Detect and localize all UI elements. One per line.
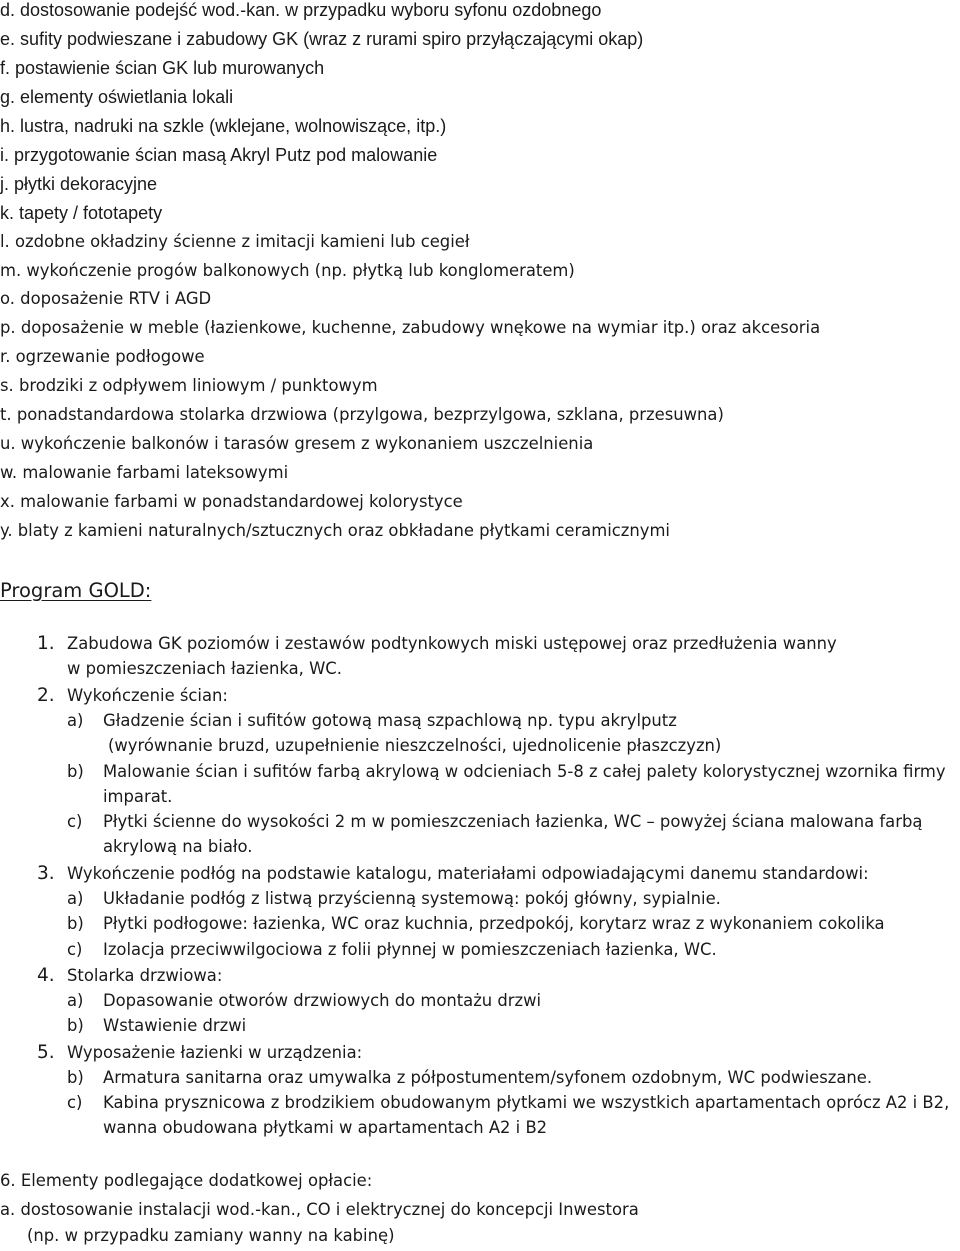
list-item: m. wykończenie progów balkonowych (np. płytką lub konglomeratem) [0,261,575,280]
section-title: Wyposażenie łazienki w urządzenia: [67,1043,363,1062]
list-item: a. dostosowanie instalacji wod.-kan., CO i elektrycznej do koncepcji Inwestora [0,1200,639,1219]
section-title: Wykończenie ścian: [67,686,228,705]
subitem-label: b) [67,1016,84,1035]
list-item: u. wykończenie balkonów i tarasów gresem z wykonaniem uszczelnienia [0,434,594,453]
list-item: e. sufity podwieszane i zabudowy GK (wraz z rurami spiro przyłączającymi okap) [0,29,644,49]
section-title: Stolarka drzwiowa: [67,966,223,985]
subitem-label: c) [67,812,83,831]
program-title: Program GOLD: [0,579,152,602]
subitem-text: Kabina prysznicowa z brodzikiem obudowanym płytkami we wszystkich apartamentach oprócz A2 i B2, [103,1093,950,1112]
subitem-label: b) [67,914,84,933]
section-text: w pomieszczeniach łazienka, WC. [67,659,342,678]
subitem-label: a) [67,991,84,1010]
subitem-text: Płytki ścienne do wysokości 2 m w pomieszczeniach łazienka, WC – powyżej ściana malowana farbą [103,812,923,831]
subitem-text: Dopasowanie otworów drzwiowych do montażu drzwi [103,991,542,1010]
list-item: l. ozdobne okładziny ścienne z imitacji kamieni lub cegieł [0,232,470,251]
subitem-label: a) [67,711,84,730]
subitem-label: b) [67,762,84,781]
subitem-text: akrylową na biało. [103,837,253,856]
subitem-text: Gładzenie ścian i sufitów gotową masą szpachlową np. typu akrylputz [103,711,677,730]
subitem-text: Płytki podłogowe: łazienka, WC oraz kuchnia, przedpokój, korytarz wraz z wykonaniem cokolika [103,914,885,933]
section-title: Wykończenie podłóg na podstawie katalogu, materiałami odpowiadającymi danemu standardowi: [67,864,869,883]
section-title: 6. Elementy podlegające dodatkowej opłacie: [0,1171,373,1190]
list-item: y. blaty z kamieni naturalnych/sztucznych oraz obkładane płytkami ceramicznymi [0,521,670,540]
subitem-text: Armatura sanitarna oraz umywalka z półpostumentem/syfonem ozdobnym, WC podwieszane. [103,1068,873,1087]
list-item: p. doposażenie w meble (łazienkowe, kuchenne, zabudowy wnękowe na wymiar itp.) oraz akcesoria [0,318,821,337]
list-item: w. malowanie farbami lateksowymi [0,463,289,482]
subitem-text: Układanie podłóg z listwą przyścienną systemową: pokój główny, sypialnie. [103,889,721,908]
list-item: h. lustra, nadruki na szkle (wklejane, wolnowiszące, itp.) [0,116,447,136]
list-item: d. dostosowanie podejść wod.-kan. w przypadku wyboru syfonu ozdobnego [0,0,602,20]
subitem-label: a) [67,889,84,908]
list-item: o. doposażenie RTV i AGD [0,289,212,308]
section-number: 4. [37,965,55,986]
list-item: r. ogrzewanie podłogowe [0,347,205,366]
list-item: i. przygotowanie ścian masą Akryl Putz pod malowanie [0,145,438,165]
section-text: Zabudowa GK poziomów i zestawów podtynkowych miski ustępowej oraz przedłużenia wanny [67,634,837,653]
subitem-label: c) [67,1093,83,1112]
section-number: 2. [37,685,55,706]
subitem-text: Malowanie ścian i sufitów farbą akrylową w odcieniach 5-8 z całej palety kolorystycznej wzornika firmy [103,762,946,781]
section-number: 5. [37,1042,55,1063]
section-number: 1. [37,633,55,654]
section-number: 3. [37,863,55,884]
list-item: x. malowanie farbami w ponadstandardowej kolorystyce [0,492,463,511]
list-item: f. postawienie ścian GK lub murowanych [0,58,325,78]
subitem-text: (wyrównanie bruzd, uzupełnienie nieszczelności, ujednolicenie płaszczyzn) [108,736,722,755]
list-item: (np. w przypadku zamiany wanny na kabinę) [27,1226,395,1245]
subitem-text: Izolacja przeciwwilgociowa z folii płynnej w pomieszczeniach łazienka, WC. [103,940,717,959]
subitem-text: imparat. [103,787,173,806]
list-item: g. elementy oświetlania lokali [0,87,234,107]
list-item: k. tapety / fototapety [0,203,163,223]
subitem-label: b) [67,1068,84,1087]
subitem-text: wanna obudowana płytkami w apartamentach A2 i B2 [103,1118,548,1137]
subitem-text: Wstawienie drzwi [103,1016,247,1035]
subitem-label: c) [67,940,83,959]
list-item: j. płytki dekoracyjne [0,174,158,194]
list-item: s. brodziki z odpływem liniowym / punktowym [0,376,378,395]
list-item: t. ponadstandardowa stolarka drzwiowa (przylgowa, bezprzylgowa, szklana, przesuwna) [0,405,724,424]
